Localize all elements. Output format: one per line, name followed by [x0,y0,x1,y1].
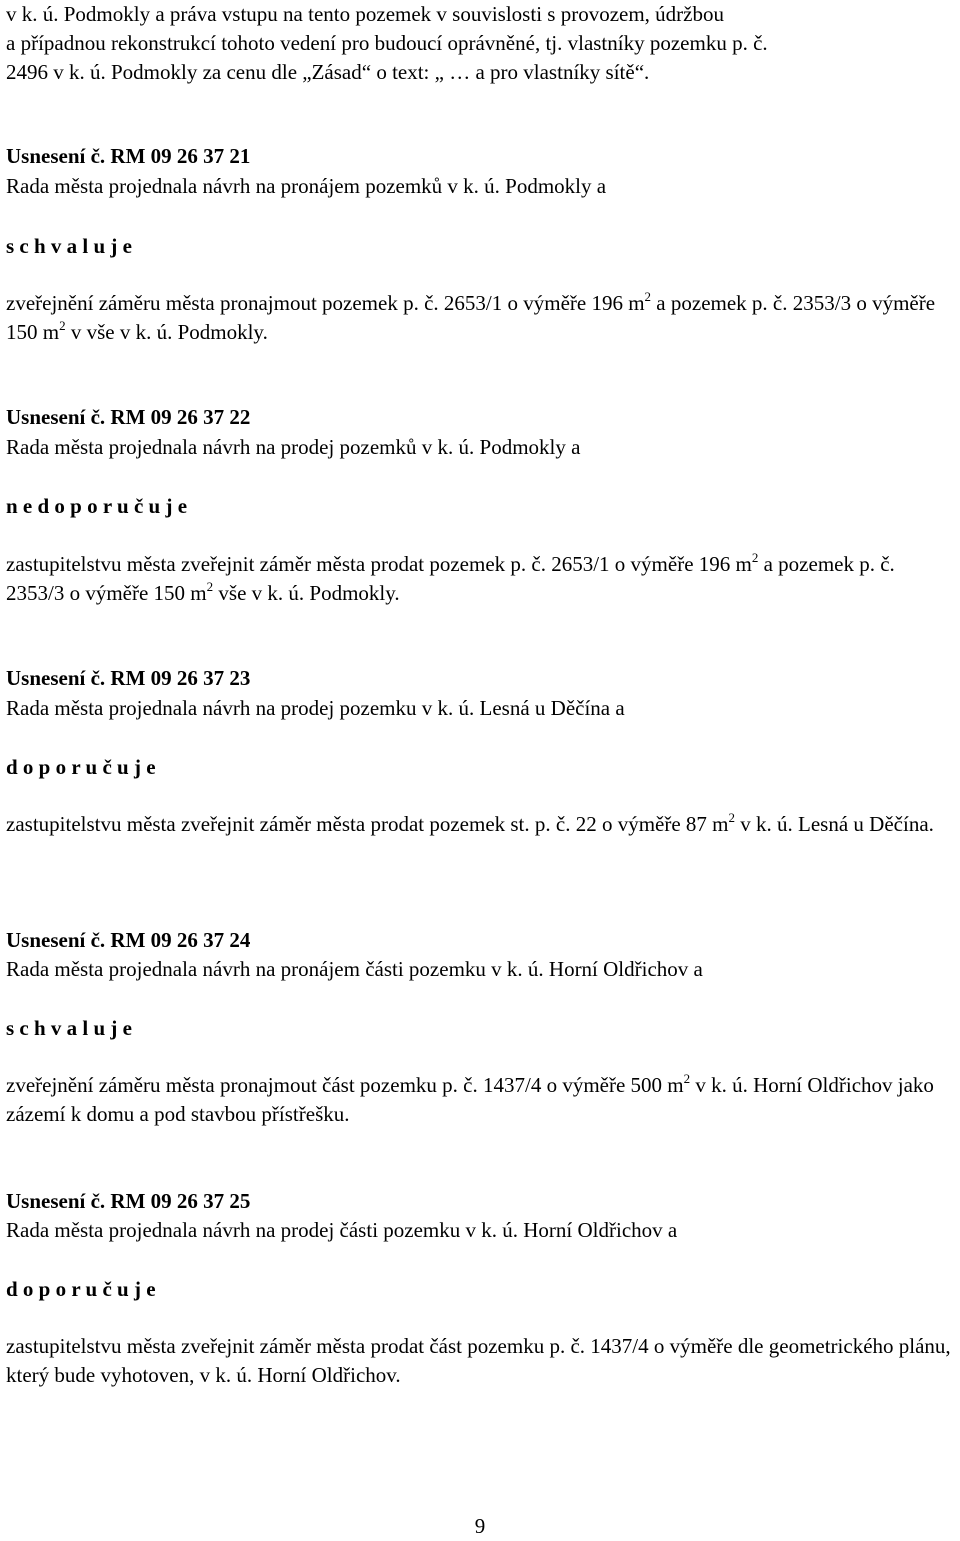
resolution-verb: d o p o r u č u j e [6,1277,156,1301]
intro-line: a případnou rekonstrukcí tohoto vedení pro budoucí oprávněné, tj. vlastníky pozemku p. č. [6,31,768,55]
resolution-intro: Rada města projednala návrh na prodej pozemku v k. ú. Lesná u Děčína a [6,696,625,720]
resolution-line: zastupitelstvu města zveřejnit záměr města prodat část pozemku p. č. 1437/4 o výměře dle geometrického plánu, který bude vyhotoven, v k. ú. Horní Oldřichov. [6,1334,951,1387]
page-number: 9 [474,1514,486,1538]
resolution-line: zveřejnění záměru města pronajmout část pozemku p. č. 1437/4 o výměře 500 $m^2$ v k. ú. Horní Oldřichov jako zázemí k domu a pod stavbou přístřešku. [6,1071,934,1126]
resolution-intro: Rada města projednala návrh na pronájem pozemků v k. ú. Podmokly a [6,174,607,198]
resolution-heading: Usnesení č. RM 09 26 37 24 [6,928,251,952]
resolution-intro: Rada města projednala návrh na prodej části pozemku v k. ú. Horní Oldřichov a [6,1218,678,1242]
resolution-text [6,1071,956,1129]
intro-line: v k. ú. Podmokly a práva vstupu na tento pozemek v souvislosti s provozem, údržbou [6,2,724,26]
resolution-intro: Rada města projednala návrh na prodej pozemků v k. ú. Podmokly a [6,435,581,459]
resolution-verb: s c h v a l u j e [6,234,132,258]
resolution-text [6,550,956,608]
resolution-heading: Usnesení č. RM 09 26 37 23 [6,666,251,690]
resolution-heading: Usnesení č. RM 09 26 37 22 [6,405,251,429]
resolution-line: zveřejnění záměru města pronajmout pozemek p. č. 2653/1 o výměře 196 $m^2$ a pozemek p. č. 2353/3 o výměře 150 $m^2$ v vše v k. ú. Podmokly. [6,289,936,344]
resolution-line: zastupitelstvu města zveřejnit záměr města prodat pozemek st. p. č. 22 o výměře 87 $m^2$ v k. ú. Lesná u Děčína. [6,810,934,836]
resolution-text [6,1332,956,1390]
resolution-verb: n e d o p o r u č u j e [6,494,188,518]
resolution-line: zastupitelstvu města zveřejnit záměr města prodat pozemek p. č. 2653/1 o výměře 196 $m^2$ a pozemek p. č. 2353/3 o výměře 150 $m^2$ vše v k. ú. Podmokly. [6,550,895,605]
resolution-text [6,289,956,347]
resolution-text [6,810,956,839]
intro-paragraph [6,0,956,87]
resolution-intro: Rada města projednala návrh na pronájem části pozemku v k. ú. Horní Oldřichov a [6,957,703,981]
resolution-verb: d o p o r u č u j e [6,755,156,779]
resolution-heading: Usnesení č. RM 09 26 37 21 [6,144,251,168]
resolution-verb: s c h v a l u j e [6,1016,132,1040]
resolution-heading: Usnesení č. RM 09 26 37 25 [6,1189,251,1213]
intro-line: 2496 v k. ú. Podmokly za cenu dle „Zásad“ o text: „ … a pro vlastníky sítě“. [6,60,650,84]
